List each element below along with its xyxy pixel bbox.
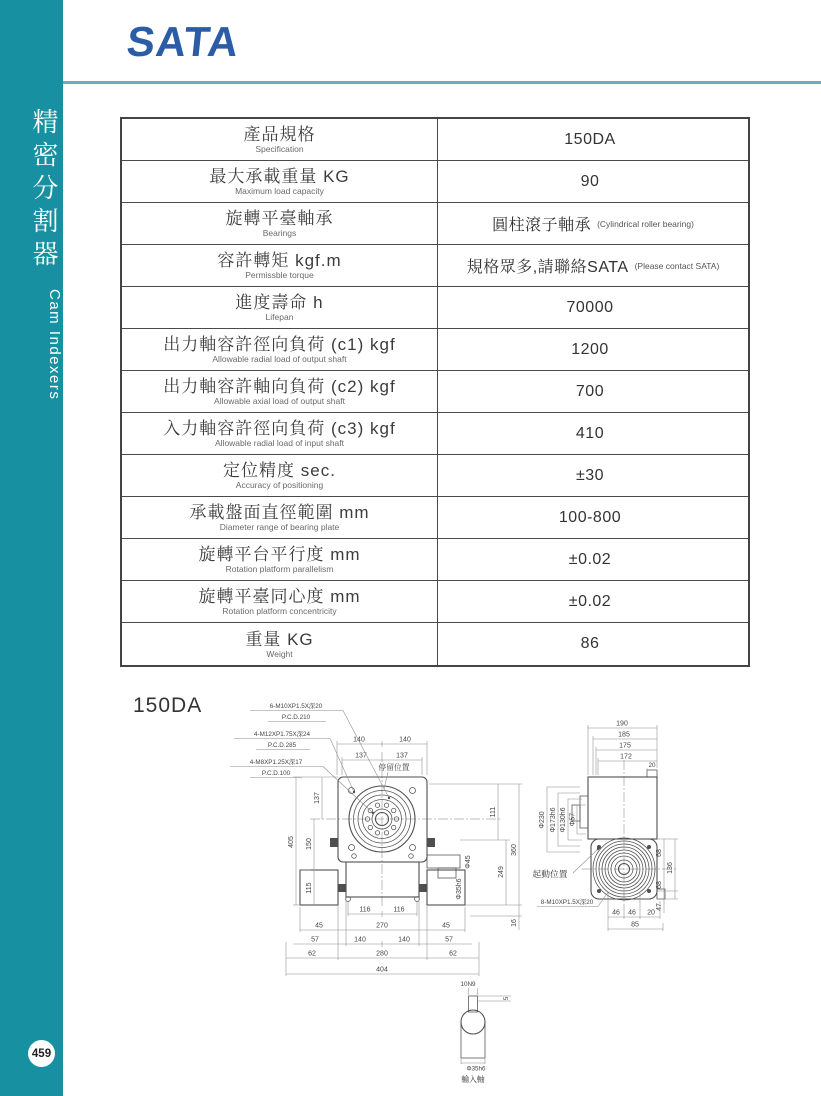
table-row [122, 371, 748, 413]
dim-label: 62 [449, 950, 457, 958]
spec-label-zh: 產品規格 [243, 125, 316, 144]
dim-label: 45 [442, 922, 450, 930]
dia-label: Φ130h6 [560, 807, 567, 833]
spec-label-en: Allowable radial load of output shaft [212, 354, 347, 364]
table-row [122, 413, 748, 455]
spec-label-zh: 容許轉矩 kgf.m [217, 251, 342, 270]
dim-label: 150 [306, 838, 313, 850]
spec-label-zh: 旋轉平台平行度 mm [198, 545, 361, 564]
front-view-geometry [300, 752, 502, 908]
spec-value-note: (Cylindrical roller bearing) [597, 218, 694, 229]
spec-value: ±0.02 [568, 550, 612, 568]
table-row [122, 623, 748, 665]
spec-label-en: Permissble torque [245, 270, 314, 280]
front-view-dimensions [230, 702, 522, 976]
spec-value: 410 [575, 424, 605, 442]
dim-label: 68 [656, 881, 663, 889]
dia-label: Φ57 [569, 812, 577, 827]
pcd-callout: P.C.D.100 [261, 770, 291, 777]
spec-label-en: Rotation platform parallelism [225, 564, 334, 574]
input-shaft-label: 輸入軸 [461, 1075, 485, 1084]
table-row [122, 581, 748, 623]
dim-label: 404 [376, 966, 388, 974]
dim-label: 46 [628, 909, 636, 917]
spec-value: 100-800 [558, 508, 622, 526]
dim-label: 115 [306, 882, 313, 894]
dim-label: 62 [308, 950, 316, 958]
shaft-dia-label: Φ45 [465, 855, 472, 869]
dim-label: 111 [490, 806, 497, 818]
spec-value: 70000 [566, 298, 614, 316]
keyway-label: 10N9 [460, 981, 476, 988]
dim-label: 140 [354, 936, 366, 944]
dim-label: 190 [616, 720, 628, 728]
table-row [122, 161, 748, 203]
dim-label: 270 [376, 922, 388, 930]
spec-value: 1200 [571, 340, 609, 358]
thread-callout: 8-M10XP1.5X深20 [540, 899, 594, 906]
dim-label: 46 [612, 909, 620, 917]
dim-label: 405 [288, 836, 295, 848]
dim-label: 47 [656, 903, 663, 911]
stop-position-label: 停留位置 [378, 763, 410, 772]
sidebar-title-en: Cam Indexers [46, 289, 63, 401]
dim-label: 20 [648, 762, 656, 769]
dim-label: 116 [393, 906, 405, 914]
spec-label-zh: 定位精度 sec. [223, 461, 336, 480]
key-depth-label: 5 [503, 996, 510, 1001]
spec-value: 規格眾多,請聯絡SATA [466, 259, 629, 276]
dim-label: 140 [398, 936, 410, 944]
header-divider [63, 81, 821, 84]
spec-value: 700 [575, 382, 605, 400]
spec-label-en: Maximum load capacity [235, 186, 324, 196]
thread-callout: 6-M10XP1.5X深20 [269, 703, 323, 710]
shaft-dia-label: Φ35h6 [466, 1065, 486, 1073]
spec-label-zh: 入力軸容許徑向負荷 (c3) kgf [163, 419, 396, 438]
table-row [122, 329, 748, 371]
table-row [122, 497, 748, 539]
spec-label-zh: 最大承載重量 KG [209, 167, 350, 186]
spec-value: 圓柱滾子軸承 [492, 217, 592, 234]
model-label: 150DA [133, 694, 203, 717]
dim-label: 20 [647, 909, 655, 917]
dim-label: 116 [359, 906, 371, 914]
spec-label-zh: 出力軸容許徑向負荷 (c1) kgf [163, 335, 396, 354]
sidebar-vertical-title [0, 108, 63, 400]
technical-drawing [130, 692, 820, 1094]
dim-label: 175 [619, 742, 631, 750]
spec-label-en: Allowable radial load of input shaft [215, 438, 344, 448]
dim-label: 140 [399, 736, 411, 744]
spec-label-zh: 重量 KG [245, 629, 314, 649]
spec-label-zh: 進度壽命 h [235, 293, 324, 312]
table-row [122, 245, 748, 287]
spec-label-en: Bearings [262, 228, 297, 238]
start-position-label: 起動位置 [532, 869, 568, 879]
spec-label-zh: 旋轉平臺同心度 mm [198, 587, 361, 606]
table-row [122, 287, 748, 329]
spec-value: ±30 [575, 466, 605, 484]
dim-label: 360 [511, 844, 518, 856]
spec-label-zh: 承載盤面直徑範圍 mm [189, 503, 370, 522]
spec-value: 150DA [564, 130, 616, 148]
dim-label: 137 [314, 792, 321, 804]
dim-label: 45 [315, 922, 323, 930]
dia-label: Φ230 [539, 811, 546, 829]
sidebar-title-zh: 精密分割器 [29, 108, 59, 273]
spec-value: ±0.02 [568, 592, 612, 610]
shaft-dia-label: Φ35h6 [456, 878, 463, 900]
table-row [122, 203, 748, 245]
spec-label-zh: 旋轉平臺軸承 [225, 209, 334, 228]
dim-label: 140 [353, 736, 365, 744]
spec-value: 86 [580, 635, 600, 652]
table-row [122, 455, 748, 497]
table-row [122, 119, 748, 161]
dim-label: 68 [656, 849, 663, 857]
dim-label: 16 [511, 919, 518, 927]
dim-label: 185 [618, 731, 630, 739]
dim-label: 280 [376, 950, 388, 958]
dim-label: 137 [396, 752, 408, 760]
spec-label-en: Specification [255, 144, 304, 154]
pcd-callout: P.C.D.210 [281, 714, 311, 721]
spec-label-zh: 出力軸容許軸向負荷 (c2) kgf [163, 377, 396, 396]
dia-label: Φ173h6 [550, 807, 557, 833]
thread-callout: 4-M12XP1.75X深24 [253, 731, 311, 738]
spec-label-en: Diameter range of bearing plate [219, 522, 340, 532]
dim-label: 137 [355, 752, 367, 760]
table-row [122, 539, 748, 581]
sata-logo: SATA [124, 18, 242, 65]
thread-callout: 4-M8XP1.25X深17 [249, 759, 303, 766]
dim-label: 85 [631, 921, 639, 929]
sidebar [0, 0, 63, 1096]
dim-label: 172 [620, 753, 632, 761]
spec-value: 90 [580, 172, 600, 190]
dim-label: 249 [498, 866, 505, 878]
spec-label-en: Weight [266, 648, 293, 659]
spec-value-note: (Please contact SATA) [634, 260, 720, 271]
spec-label-en: Allowable axial load of output shaft [214, 396, 345, 406]
dim-label: 57 [445, 936, 453, 944]
dim-label: 136 [667, 862, 674, 874]
spec-label-en: Accuracy of positioning [235, 480, 324, 490]
dim-label: 57 [311, 936, 319, 944]
page-number-badge: 459 [28, 1040, 55, 1067]
spec-label-en: Rotation platform concentricity [222, 606, 337, 616]
pcd-callout: P.C.D.285 [267, 742, 297, 749]
spec-label-en: Lifepan [265, 312, 294, 322]
spec-table [120, 117, 750, 667]
detail-view [460, 981, 511, 1084]
